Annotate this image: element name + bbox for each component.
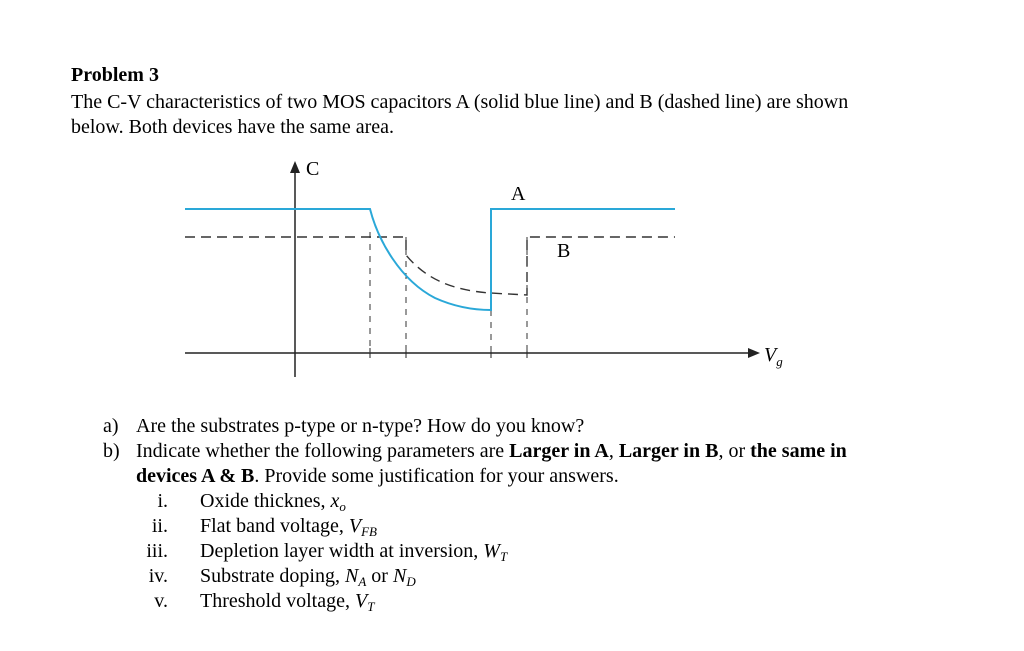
item-5-num: v. (154, 590, 168, 612)
y-axis-arrow-icon (290, 161, 300, 173)
item-5-sub: T (367, 599, 375, 614)
y-axis-label: C (306, 158, 320, 180)
curve-b (185, 237, 675, 295)
curve-a-label: A (511, 183, 526, 205)
qb-bold-4: devices A & B (136, 465, 255, 487)
item-1-symbol: x (330, 490, 340, 512)
item-5-label: Threshold voltage, (200, 590, 355, 612)
item-4-sub-2: D (406, 574, 416, 589)
item-5-symbol: V (354, 590, 368, 612)
intro-line-1: The C-V characteristics of two MOS capacitors A (solid blue line) and B (dashed line) are shown (71, 91, 849, 113)
item-3-num: iii. (146, 540, 168, 562)
item-1-label: Oxide thicknes, (200, 490, 331, 512)
qb-text-1: Indicate whether the following parameters are (136, 440, 510, 462)
intro-line-2: below. Both devices have the same area. (71, 116, 395, 138)
item-1-num: i. (157, 490, 168, 512)
x-axis-label-sub: g (776, 354, 783, 369)
item-4-sub: A (358, 574, 367, 589)
qb-text-2: , (608, 440, 619, 462)
item-2-symbol: V (348, 515, 362, 537)
item-3-sub: T (499, 549, 508, 564)
item-1-sub: o (339, 499, 346, 514)
item-5-text (200, 589, 374, 619)
item-3-symbol: W (483, 540, 500, 562)
item-4-label: Substrate doping, (200, 565, 345, 587)
curve-a (185, 209, 675, 310)
question-a-label: a) (103, 415, 119, 437)
problem-title: Problem 3 (71, 64, 159, 86)
x-axis-label-main: V (764, 344, 777, 366)
x-axis-arrow-icon (748, 348, 760, 358)
qb-text-4: . Provide some justification for your answers. (254, 465, 619, 487)
item-2-num: ii. (151, 515, 168, 537)
question-a-text: Are the substrates p-type or n-type? How do you know? (136, 415, 585, 437)
qb-text-3: , or (718, 440, 751, 462)
item-2-label: Flat band voltage, (200, 515, 349, 537)
item-4-or: or (366, 565, 393, 587)
item-2-sub: FB (361, 524, 377, 539)
item-4-symbol-2: N (392, 565, 407, 587)
qb-bold-3: the same in (750, 440, 847, 462)
item-3-label: Depletion layer width at inversion, (200, 540, 484, 562)
qb-bold-2: Larger in B (618, 440, 719, 462)
item-4-num: iv. (148, 565, 168, 587)
question-b-line-2 (136, 464, 619, 489)
qb-bold-1: Larger in A (509, 440, 609, 462)
item-4-symbol: N (345, 565, 359, 587)
question-b-label: b) (103, 440, 120, 462)
curve-b-label: B (557, 240, 571, 262)
x-axis-label (764, 344, 783, 370)
question-b-line-1 (136, 439, 847, 464)
